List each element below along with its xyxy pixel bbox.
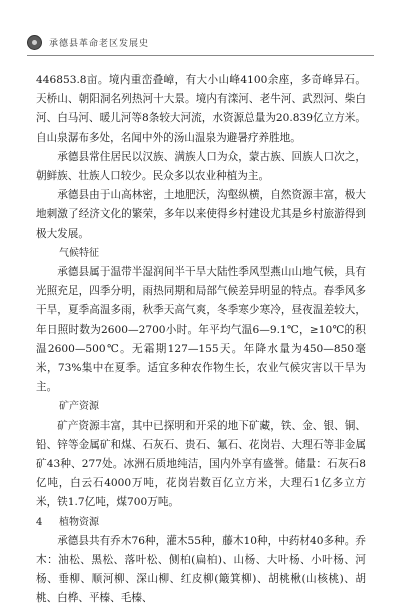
paragraph: 承德县共有乔木76种，灌木55种，藤木10种，中药材40多种。乔木：油松、黑松、落叶松、侧柏(扁柏)、山杨、大叶杨、小叶杨、河杨、垂柳、顺河柳、深山柳、红皮柳(簸箕柳)、胡桃楸(山核桃)、胡桃、白桦、平榛、毛榛、 xyxy=(36,534,366,605)
body-text xyxy=(36,71,366,609)
page-header xyxy=(27,33,374,55)
paragraph: 446853.8亩。境内重峦叠嶂，有大小山峰4100余座，多奇峰异石。天桥山、朝阳洞名列热河十大景。境内有滦河、老牛河、武烈河、柴白河、白马河、暖儿河等8条较大河流，水资源总量为20.839亿立方米。自山泉潺布多处，名闻中外的汤山温泉为避暑疗养胜地。 xyxy=(36,74,366,144)
header-rule xyxy=(27,55,374,56)
paragraph: 承德县属于温带半湿润间半干旱大陆性季风型燕山山地气候，具有光照充足，四季分明，雨热同期和局部气候差异明显的特点。春季风多干旱，夏季高温多雨，秋季天高气爽，冬季寒少寒冷，昼夜温差较大，年日照时数为2600—2700小时。年平均气温6—9.1℃，≥10℃的积温2600—500℃。无霜期127—155天。年降水量为450—850毫米，73%集中在夏季。适宜多种农作物生长，农业气候灾害以干旱为主。 xyxy=(36,266,366,394)
paragraph: 承德县常住居民以汉族、满族人口为众，蒙古族、回族人口次之，朝鲜族、壮族人口较少。民众多以农业种植为主。 xyxy=(36,150,366,183)
paragraph: 矿产资源丰富，其中已探明和开采的地下矿藏，铁、金、银、铜、铅、锌等金属矿和煤、石灰石、贵石、氟石、花岗岩、大理石等非金属矿43种、277处。冰洲石质地纯洁，国内外享有盛誉。储量：石灰石8亿吨，白云石4000万吨，花岗岩数百亿立方米，大理石1亿多立方米，铁1.7亿吨，煤700万吨。 xyxy=(36,419,366,509)
section-heading-climate: 气候特征 xyxy=(59,247,99,259)
emblem-icon xyxy=(27,35,42,50)
section-heading-plants: 植物资源 xyxy=(59,516,99,528)
book-title: 承德县革命老区发展史 xyxy=(49,39,150,49)
paragraph: 承德县由于山高林密，土地肥沃，沟壑纵横，自然资源丰富，极大地刺激了经济文化的繁荣，多年以来使得乡村建设尤其是乡村旅游得到极大发展。 xyxy=(36,189,366,240)
section-heading-minerals: 矿产资源 xyxy=(59,401,99,413)
page-number: 4 xyxy=(36,517,43,528)
